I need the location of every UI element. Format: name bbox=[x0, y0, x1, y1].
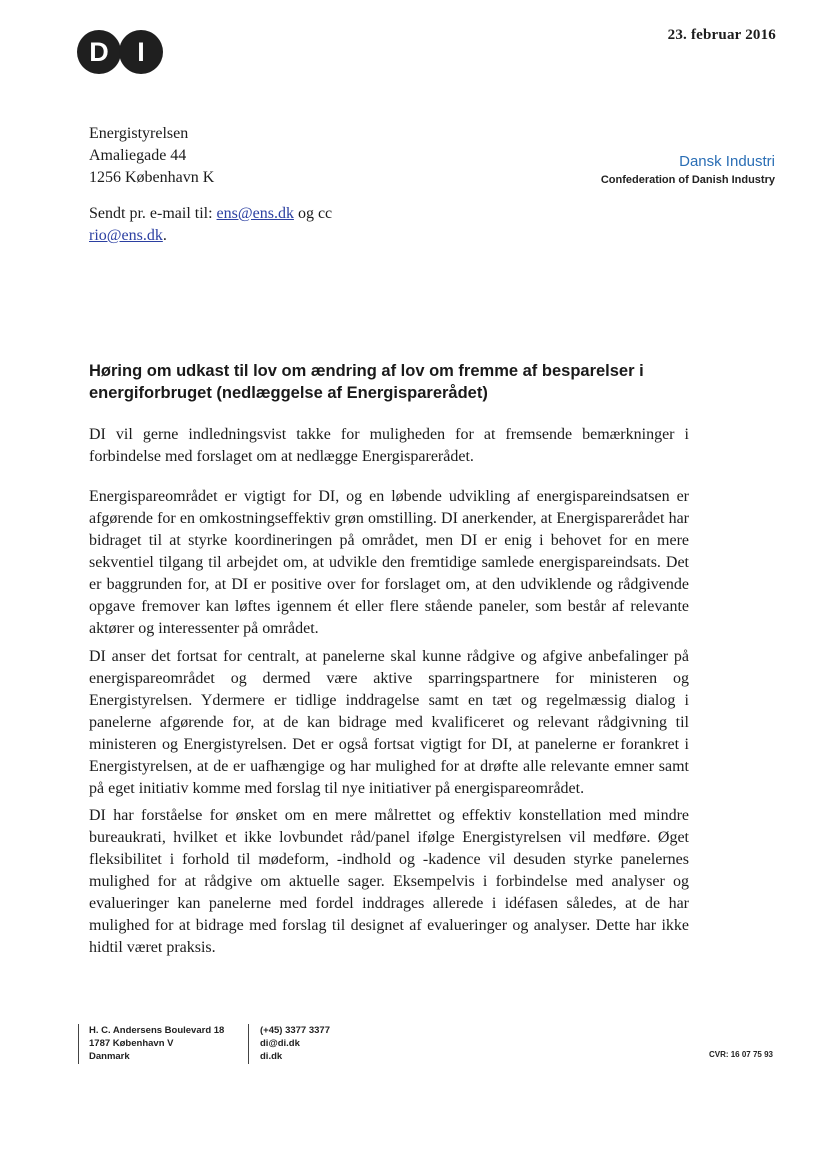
footer-divider-1 bbox=[78, 1024, 79, 1064]
sent-suffix: . bbox=[162, 227, 167, 244]
recipient-address bbox=[89, 123, 214, 189]
sender-brand bbox=[601, 152, 775, 188]
footer-contact bbox=[260, 1024, 330, 1063]
footer-country: Danmark bbox=[89, 1051, 130, 1062]
body-paragraph-3: DI anser det fortsat for centralt, at panelerne skal kunne rådgive og afgive anbefalinger på energispareområdet og dermed være aktive sparringspartnere for ministeren og Energistyrelsen. Ydermere er tidlige inddragelse samt en tæt og regelmæssig dialog i panelerne afgørende for, at de kan bidrage med kvalificeret og relevant rådgivning til ministeren og Energistyrelsen. Det er også fortsat vigtigt for DI, at panelerne er forankret i Energistyrelsen, at de er uafhængige og har mulighed for at drøfte alle relevante emner samt på eget initiativ komme med forslag til nye initiativer på energispareområdet. bbox=[89, 648, 689, 797]
body-paragraph-4: DI har forståelse for ønsket om en mere målrettet og effektiv konstellation med mindre bureaukrati, hvilket et ikke lovbundet råd/panel ifølge Energistyrelsen vil medføre. Øget fleksibilitet i forhold til mødeform, -indhold og -kadence vil desuden styrke panelernes mulighed for at rådgive om aktuelle sager. Eksempelvis i forbindelse med analyser og evalueringer kan panelerne med fordel inddrages allerede i idéfasen således, at de har mulighed for at bidrage med forslag til designet af evalueringer og analyser. Dette har ikke hidtil været praksis. bbox=[89, 807, 689, 956]
sent-middle: og cc bbox=[297, 205, 333, 222]
footer-address bbox=[89, 1024, 224, 1063]
sent-by-email-line bbox=[89, 203, 332, 247]
brand-subtitle: Confederation of Danish Industry bbox=[600, 174, 775, 186]
footer-cvr: CVR: 16 07 75 93 bbox=[708, 1050, 773, 1059]
footer-address-line2: 1787 København V bbox=[89, 1038, 174, 1049]
di-logo bbox=[77, 30, 163, 74]
logo-letter-d: D bbox=[77, 30, 121, 74]
recipient-street: Amaliegade 44 bbox=[89, 147, 187, 164]
footer-email: di@di.dk bbox=[260, 1038, 300, 1049]
email-link-rio[interactable]: rio@ens.dk bbox=[89, 227, 163, 244]
footer-address-line1: H. C. Andersens Boulevard 18 bbox=[89, 1025, 225, 1036]
recipient-city: 1256 København K bbox=[89, 169, 215, 186]
footer-web: di.dk bbox=[260, 1051, 283, 1062]
recipient-name: Energistyrelsen bbox=[89, 125, 189, 142]
footer-phone: (+45) 3377 3377 bbox=[260, 1025, 330, 1036]
sent-prefix: Sendt pr. e-mail til: bbox=[89, 205, 213, 222]
body-paragraph-1: DI vil gerne indledningsvist takke for muligheden for at fremsende bemærkninger i forbindelse med forslaget om at nedlægge Energisparerådet. bbox=[89, 426, 689, 465]
letter-date: 23. februar 2016 bbox=[667, 27, 776, 43]
logo-letter-i: I bbox=[119, 30, 163, 74]
letter-subject-heading: Høring om udkast til lov om ændring af lov om fremme af besparelser i energiforbruget (nedlæggelse af Energisparerådet) bbox=[89, 362, 644, 402]
footer-divider-2 bbox=[248, 1024, 249, 1064]
email-link-ens[interactable]: ens@ens.dk bbox=[216, 205, 294, 222]
body-paragraph-2: Energispareområdet er vigtigt for DI, og en løbende udvikling af energispareindsatsen er afgørende for en omkostningseffektiv grøn omstilling. DI anerkender, at Energisparerådet har bidraget til at styrke koordineringen på området, men DI er enig i behovet for en mere sekventiel tilgang til arbejdet om, at udvikle den fremtidige samlede energispareindsats. Det er baggrunden for, at DI er positive over for forslaget om, at den udviklende og rådgivende opgave fremover kan løftes igennem ét eller flere stående paneler, som består af relevante aktører og interessenter på området. bbox=[89, 488, 689, 637]
brand-name: Dansk Industri bbox=[679, 153, 775, 170]
